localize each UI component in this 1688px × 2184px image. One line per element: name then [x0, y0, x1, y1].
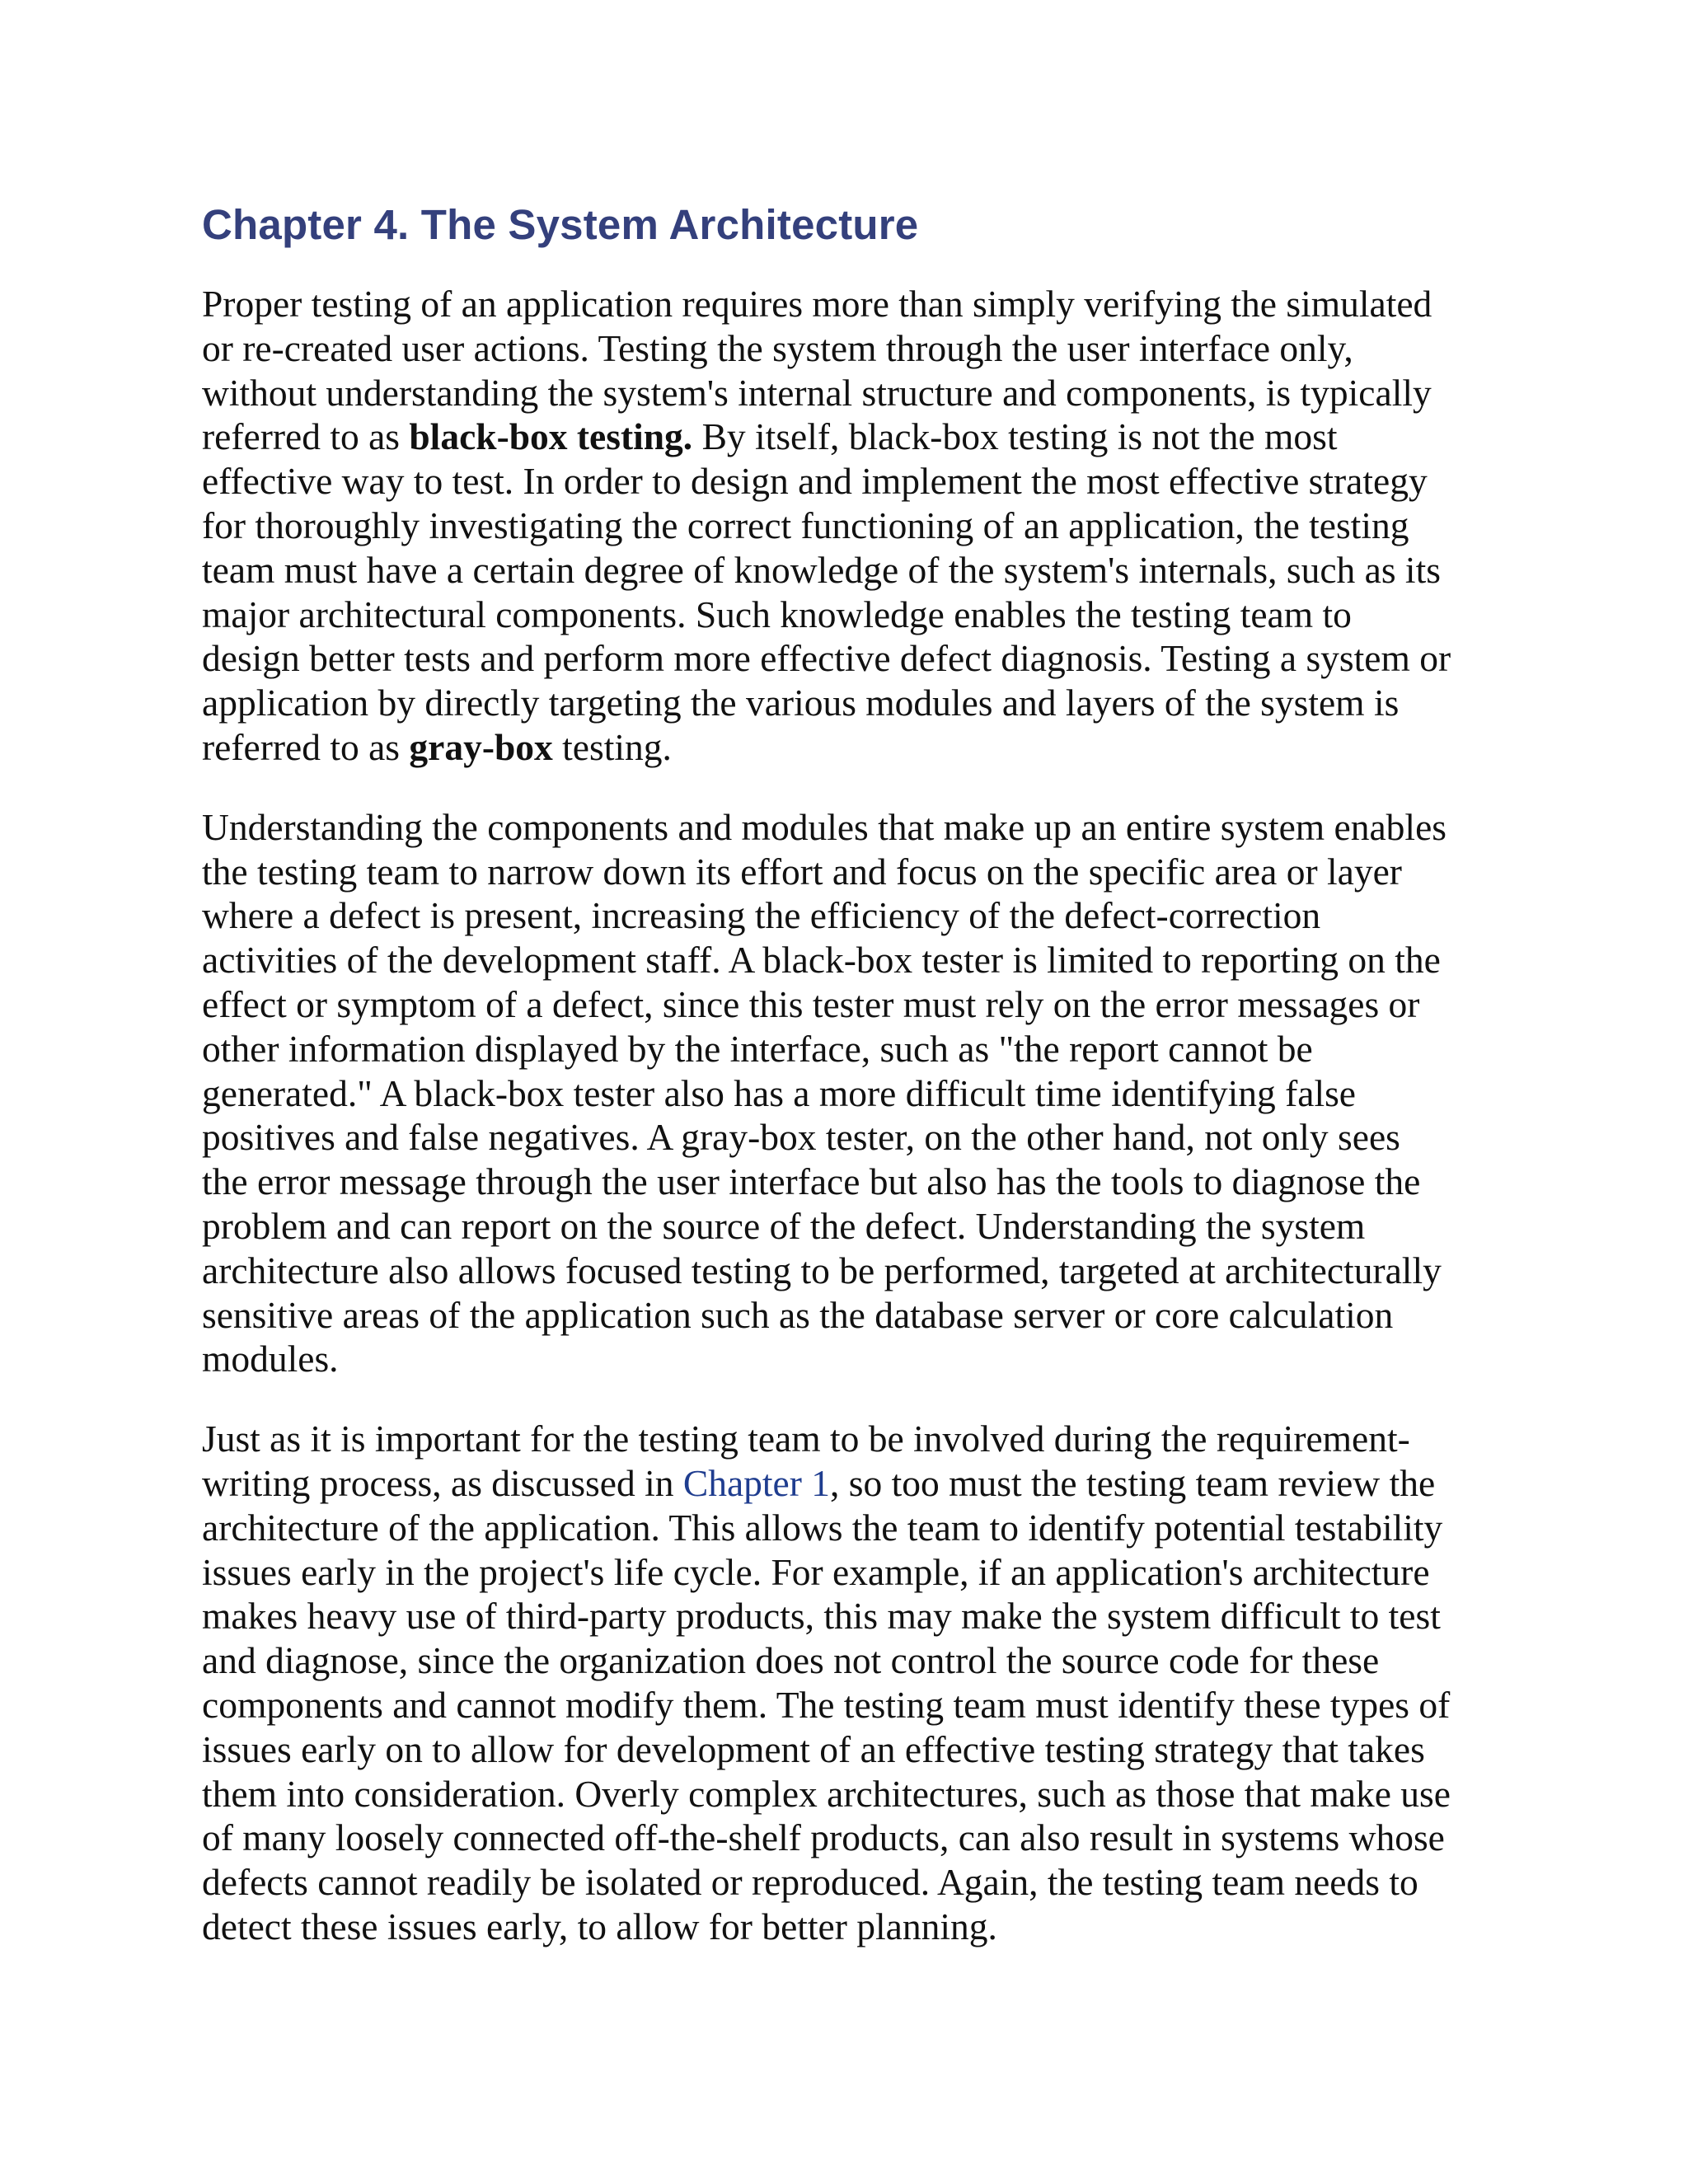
text-line [202, 415, 1521, 459]
text-line: problem and can report on the source of the defect. Understanding the system [202, 1204, 1366, 1247]
text-line: positives and false negatives. A gray-box tester, on the other hand, not only sees [202, 1116, 1400, 1159]
text-line: activities of the development staff. A black-box tester is limited to reporting on the [202, 939, 1441, 982]
text-fragment: referred to as [202, 725, 410, 768]
text-line: issues early in the project's life cycle. For example, if an application's architecture [202, 1550, 1430, 1593]
text-line: or re-created user actions. Testing the system through the user interface only, [202, 326, 1353, 369]
text-line: architecture of the application. This allows the team to identify potential testability [202, 1506, 1443, 1549]
text-line: application by directly targeting the various modules and layers of the system is [202, 682, 1400, 724]
text-line: where a defect is present, increasing the efficiency of the defect-correction [202, 894, 1321, 937]
text-line: modules. [202, 1338, 339, 1380]
text-line: without understanding the system's internal structure and components, is typically [202, 371, 1432, 414]
text-line: generated." A black-box tester also has a more difficult time identifying false [202, 1071, 1356, 1114]
text-line [202, 1461, 1521, 1506]
text-line: architecture also allows focused testing to be performed, targeted at architecturally [202, 1249, 1442, 1291]
paragraph-understanding-components [202, 805, 1521, 1381]
paragraph-black-box-gray-box [202, 282, 1521, 770]
text-line [202, 725, 1521, 770]
text-line: Just as it is important for the testing team to be involved during the requirement- [202, 1418, 1410, 1460]
text-fragment: referred to as [202, 415, 410, 458]
term-black-box-testing: black-box testing. [409, 415, 693, 458]
text-line: components and cannot modify them. The testing team must identify these types of [202, 1683, 1451, 1726]
text-line: sensitive areas of the application such as the database server or core calculation [202, 1293, 1394, 1336]
text-line: them into consideration. Overly complex architectures, such as those that make use [202, 1772, 1451, 1815]
term-gray-box: gray-box [409, 725, 553, 768]
text-line: and diagnose, since the organization does not control the source code for these [202, 1639, 1380, 1682]
text-fragment: By itself, black-box testing is not the most [692, 415, 1338, 458]
text-line: the error message through the user interface but also has the tools to diagnose the [202, 1160, 1421, 1203]
text-line: team must have a certain degree of knowledge of the system's internals, such as its [202, 548, 1441, 591]
text-line: Understanding the components and modules that make up an entire system enables [202, 805, 1447, 848]
text-line: for thoroughly investigating the correct functioning of an application, the testing [202, 504, 1409, 546]
text-line: design better tests and perform more effective defect diagnosis. Testing a system or [202, 637, 1451, 680]
text-line: the testing team to narrow down its effort and focus on the specific area or layer [202, 850, 1402, 893]
document-page [202, 196, 1521, 1985]
text-line: detect these issues early, to allow for better planning. [202, 1905, 997, 1947]
text-line: defects cannot readily be isolated or reproduced. Again, the testing team needs to [202, 1861, 1418, 1904]
text-line: effective way to test. In order to design and implement the most effective strategy [202, 460, 1428, 503]
text-line: effect or symptom of a defect, since this tester must rely on the error messages or [202, 982, 1420, 1025]
text-line: issues early on to allow for development of an effective testing strategy that takes [202, 1727, 1425, 1770]
text-line: of many loosely connected off-the-shelf products, can also result in systems whose [202, 1816, 1445, 1859]
text-line: other information displayed by the interface, such as "the report cannot be [202, 1027, 1313, 1070]
text-line: Proper testing of an application requires more than simply verifying the simulated [202, 283, 1432, 325]
text-line: major architectural components. Such knowledge enables the testing team to [202, 593, 1352, 635]
chapter-title: Chapter 4. The System Architecture [202, 201, 919, 248]
text-fragment: writing process, as discussed in [202, 1461, 683, 1504]
chapter-1-link[interactable]: Chapter 1 [682, 1461, 831, 1504]
text-fragment: testing. [552, 725, 672, 768]
text-fragment: , so too must the testing team review the [830, 1461, 1436, 1504]
paragraph-architecture-review [202, 1417, 1521, 1949]
text-line: makes heavy use of third-party products, this may make the system difficult to test [202, 1595, 1441, 1638]
